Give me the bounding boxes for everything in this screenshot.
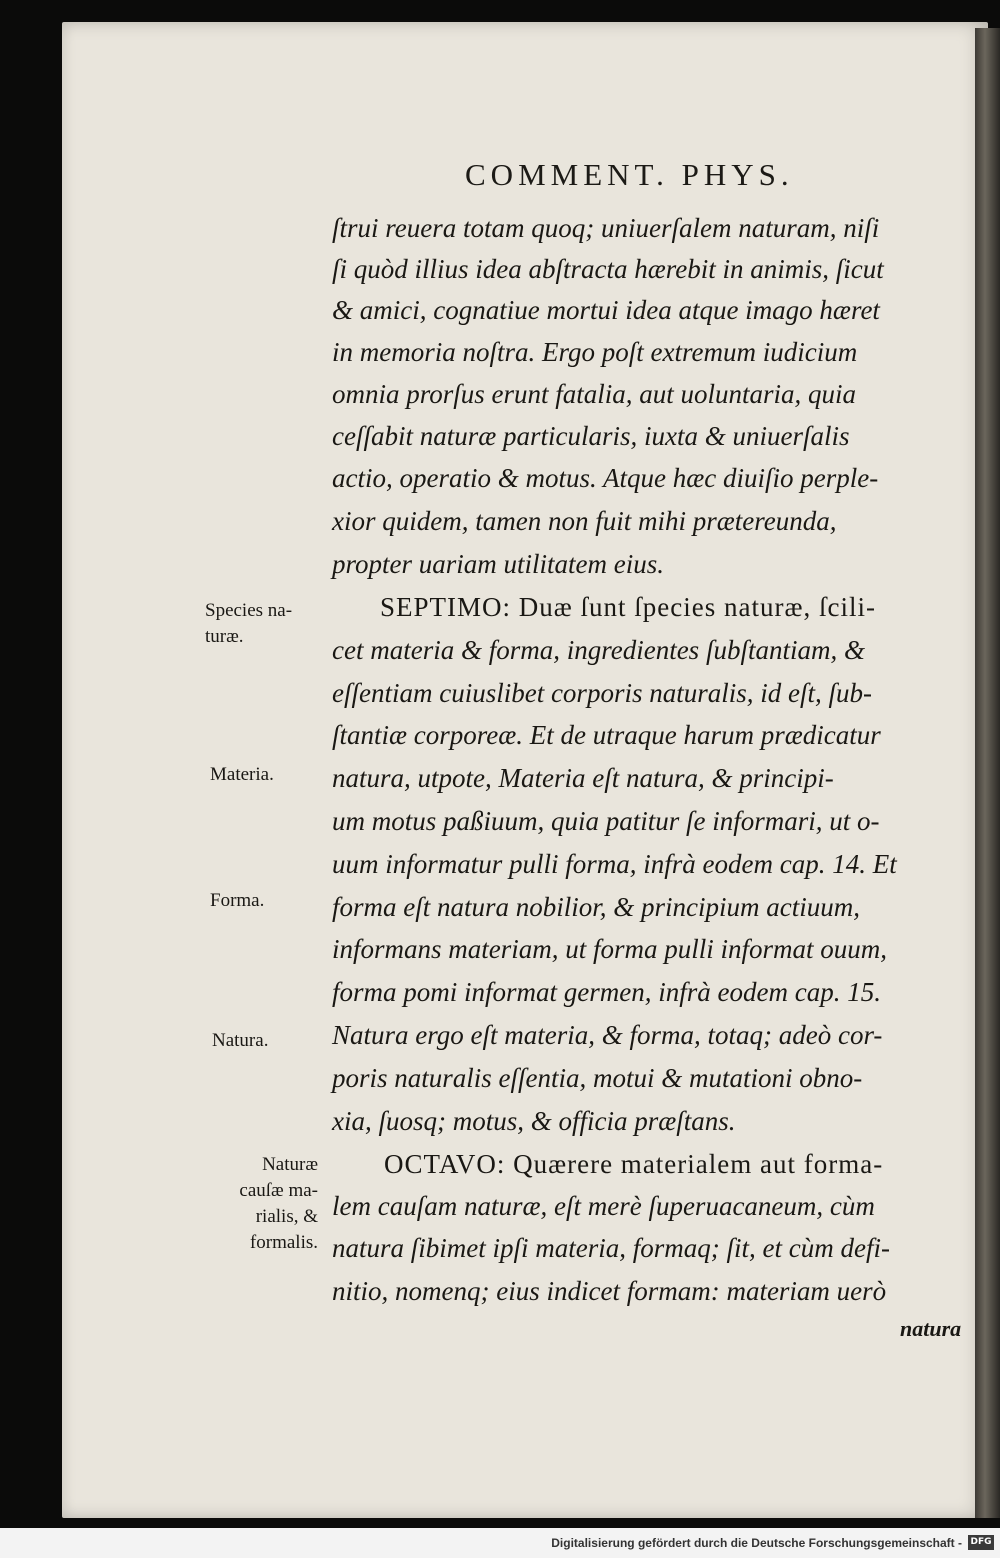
margin-note-line: rialis, & [255,1206,318,1227]
funding-notice: Digitalisierung gefördert durch die Deutsche Forschungsgemeinschaft - [551,1536,962,1550]
margin-note-line: cauſæ ma- [239,1180,318,1201]
text-line: OCTAVO: Quærere materialem aut forma- [384,1149,884,1179]
text-line: cet materia & forma, ingredientes ſubſtantiam, & [332,635,865,665]
text-line: propter uariam utilitatem eius. [332,549,664,579]
text-line: forma eſt natura nobilior, & principium actiuum, [332,892,861,922]
text-line: & amici, cognatiue mortui idea atque imago hæret [332,295,880,325]
text-line: eſſentiam cuiuslibet corporis naturalis, id eſt, ſub- [332,678,872,708]
text-line: natura, utpote, Materia eſt natura, & principi- [332,763,834,793]
margin-note-line: turæ. [205,626,244,647]
text-line: actio, operatio & motus. Atque hæc diuiſio perple- [332,463,879,493]
text-line: ſtrui reuera totam quoq; uniuerſalem naturam, niſi [332,213,880,243]
text-line: informans materiam, ut forma pulli informat ouum, [332,934,888,964]
margin-note-line: Materia. [210,764,274,785]
running-header: COMMENT. PHYS. [465,157,794,192]
margin-note [214,1152,318,1256]
text-line: nitio, nomenq; eius indicet formam: materiam uerò [332,1276,887,1306]
text-line: ceſſabit naturæ particularis, iuxta & uniuerſalis [332,421,850,451]
margin-note-line: Species na- [205,600,293,621]
text-line: uum informatur pulli forma, infrà eodem cap. 14. Et [332,849,897,879]
page-edge [975,28,1000,1518]
margin-note [210,888,264,914]
text-line: ſi quòd illius idea abſtracta hærebit in animis, ſicut [332,254,884,284]
catchword: natura [900,1316,962,1341]
margin-note-line: Natura. [212,1030,269,1051]
text-line: um motus paßiuum, quia patitur ſe informari, ut o- [332,806,880,836]
text-line: natura ſibimet ipſi materia, formaq; ſit, et cùm defi- [332,1233,890,1263]
margin-note [212,1028,268,1054]
dfg-logo: DFG [968,1535,994,1550]
text-line: lem cauſam naturæ, eſt merè ſuperuacaneum, cùm [332,1191,875,1221]
margin-note [210,762,274,788]
text-line: forma pomi informat germen, infrà eodem cap. 15. [332,977,881,1007]
text-line: in memoria noſtra. Ergo poſt extremum iudicium [332,337,858,367]
text-line: omnia prorſus erunt fatalia, aut uoluntaria, quia [332,379,857,409]
margin-note-line: formalis. [249,1232,318,1253]
margin-note-line: Forma. [210,890,265,911]
text-line: ſtantiæ corporeæ. Et de utraque harum prædicatur [332,720,881,750]
text-line: poris naturalis eſſentia, motui & mutationi obno- [332,1063,863,1093]
text-line: xia, ſuosq; motus, & officia præſtans. [332,1106,736,1136]
text-line: xior quidem, tamen non fuit mihi prætereunda, [332,506,837,536]
text-line: SEPTIMO: Duæ ſunt ſpecies naturæ, ſcili- [380,592,876,622]
text-line: Natura ergo eſt materia, & forma, totaq; adeò cor- [332,1020,883,1050]
margin-note [205,598,292,650]
margin-note-line: Naturæ [262,1154,318,1175]
